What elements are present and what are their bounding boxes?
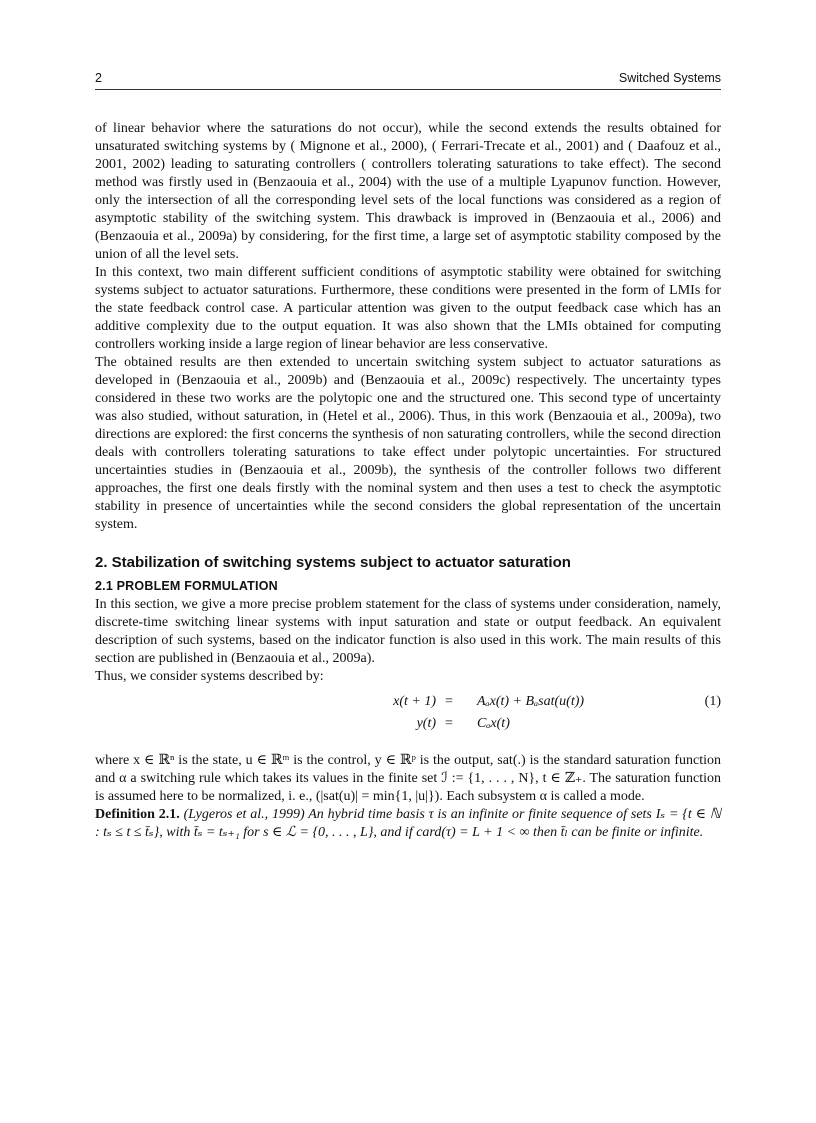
equation-lhs: y(t) [416,716,436,731]
equation-operator: = [445,694,453,709]
definition-block [95,806,721,842]
running-title: Switched Systems [618,71,721,85]
paragraph-intro-continued: of linear behavior where the saturations do not occur), while the second extends the results obtained for unsaturated switching systems by ( Mignone et al., 2000), ( Ferrari-Trecate et al., 2001) and ( Daafouz et al., 2001, 2002) leading to saturating controllers ( controllers tolerating saturations to take effect). The second method was firstly used in (Benzaouia et al., 2004) with the use of a multiple Lyapunov function. However, only the intersection of all the corresponding level sets of the local functions was considered as a region of asymptotic stability of the switching system. This drawback is improved in (Benzaouia et al., 2006) and (Benzaouia et al., 2009a) by considering, for the first time, a large set of asymptotic stability composed by the union of all the level sets. [95,121,721,262]
paragraph-systems-intro: Thus, we consider systems described by: [95,669,324,684]
paragraph-extension: The obtained results are then extended to uncertain switching system subject to actuator saturations as developed in (Benzaouia et al., 2009b) and (Benzaouia et al., 2009c) respectively. The uncertainty types considered in these two works are the polytopic one and the structured one. This second type of uncertainty was also studied, without saturation, in (Hetel et al., 2006). Thus, in this work (Benzaouia et al., 2009a), two directions are explored: the first concerns the synthesis of non saturating controllers, while the second direction deals with controllers tolerating saturations to take effect under polytopic uncertainties. For structured uncertainties studies in (Benzaouia et al., 2009b), the synthesis of the controller follows two different approaches, the first one deals firstly with the nominal system and then uses a test to check the asymptotic stability in presence of uncertainties while the second considers the global representation of the uncertain system. [95,355,721,532]
equation-rhs: Cₐx(t) [477,716,510,731]
equation-row [95,694,721,714]
paragraph-variable-definitions: where x ∈ ℝⁿ is the state, u ∈ ℝᵐ is the control, y ∈ ℝᵖ is the output, sat(.) is the standard saturation function and α a switching rule which takes its values in the finite set ℐ := {1, . . . , N}, t ∈ ℤ₊. The saturation function is assumed here to be normalized, i. e., (|sat(u)| = min{1, |u|}). Each subsystem α is called a mode. [95,753,721,804]
page-body [95,120,721,842]
section-heading: 2. Stabilization of switching systems subject to actuator saturation [95,554,571,571]
equation-rhs: Aₐx(t) + Bₐsat(u(t)) [477,694,585,709]
subsection-heading: 2.1 PROBLEM FORMULATION [95,579,278,593]
definition-label: Definition 2.1. [95,807,180,822]
page-header [95,70,721,90]
equation-number: (1) [704,694,721,709]
page-number: 2 [95,71,102,85]
equation-operator: = [445,716,453,731]
definition-text: (Lygeros et al., 1999) An hybrid time basis τ is an infinite or finite sequence of sets Iₛ = {t ∈ ℕ : tₛ ≤ t ≤ t̄ₛ}, with t̄ₛ = tₛ₊₁ for s ∈ ℒ = {0, . . . , L}, and if card(τ) = L + 1 < ∞ then t̄ₗ can be finite or infinite. [95,807,722,840]
paragraph-problem-statement: In this section, we give a more precise problem statement for the class of systems under consideration, namely, discrete-time switching linear systems with input saturation and state or output feedback. An equivalent description of such systems, based on the indicator function is also used in this work. The main results of this section are published in (Benzaouia et al., 2009a). [95,597,721,666]
equation-row [95,716,721,736]
paragraph-context: In this context, two main different sufficient conditions of asymptotic stability were obtained for switching systems subject to actuator saturations. Furthermore, these conditions were presented in the form of LMIs for the state feedback control case. A particular attention was given to the output feedback case which has an additive complexity due to the output equation. It was also shown that the LMIs obtained for computing controllers working inside a large region of linear behavior are less conservative. [95,265,721,352]
equation-lhs: x(t + 1) [393,694,436,709]
equation-1 [95,694,721,740]
